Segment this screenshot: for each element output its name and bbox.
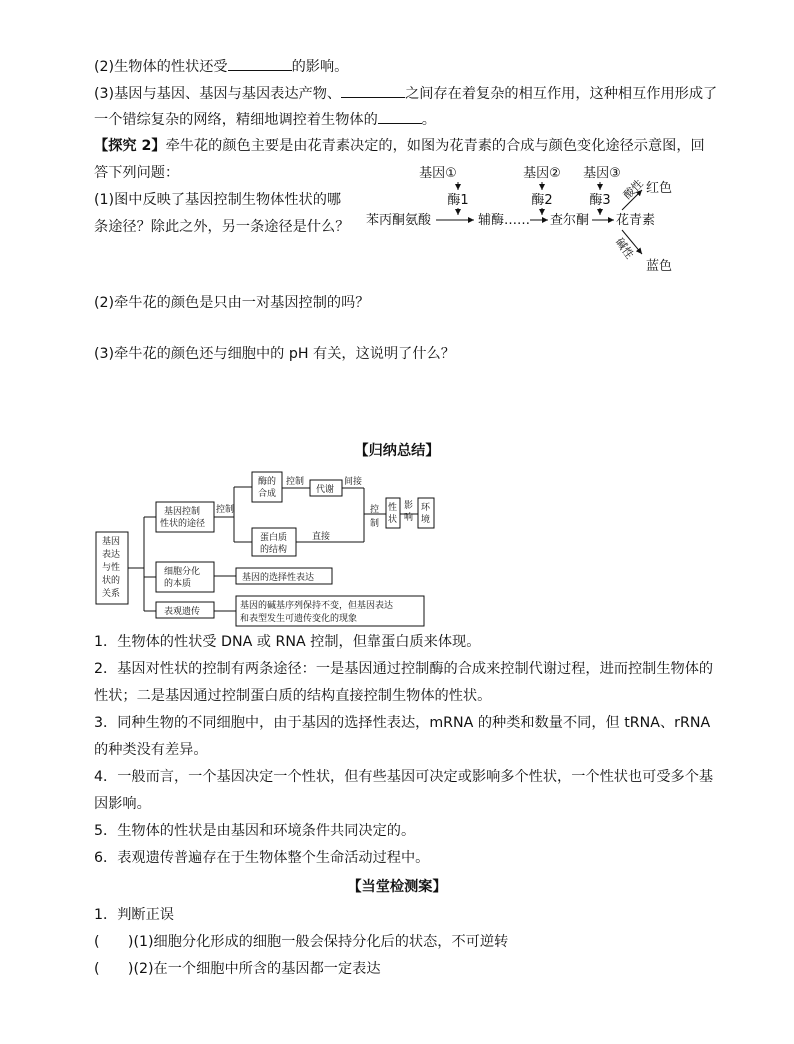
- enzyme1-label: 酶1: [447, 193, 469, 208]
- root-line-5: 关系: [102, 589, 121, 599]
- gene2-label: 基因②: [523, 166, 561, 181]
- test-item-1: ( )(1)细胞分化形成的细胞一般会保持分化后的状态，不可逆转: [94, 934, 509, 950]
- gene3-label: 基因③: [583, 166, 621, 181]
- influence-line2: 响: [404, 513, 414, 523]
- test-question-1: 1．判断正误: [94, 907, 174, 923]
- branch3-label: 表观遗传: [164, 607, 201, 617]
- explore2-intro: 【探究 2】牵牛花的颜色主要是由花青素决定的，如图为花青素的合成与颜色变化途径示意图，回: [94, 138, 705, 154]
- control3-line1: 控: [370, 505, 380, 515]
- answer-blank[interactable]: [378, 109, 422, 124]
- summary-point-2-cont: 性状；二是基因通过控制蛋白质的结构直接控制生物体的性状。: [94, 688, 492, 704]
- answer-blank[interactable]: [228, 56, 292, 71]
- answer-parens[interactable]: ( ): [94, 961, 134, 977]
- summary-point-2: 2．基因对性状的控制有两条途径：一是基因通过控制酶的合成来控制代谢过程，进而控制生物体的: [94, 661, 714, 677]
- env-line2: 境: [421, 515, 431, 525]
- answer-parens[interactable]: ( ): [94, 934, 134, 950]
- control2-label: 控制: [286, 477, 305, 487]
- explore2-q3: (3)牵牛花的颜色还与细胞中的 pH 有关，这说明了什么？: [94, 346, 455, 362]
- root-line-3: 与性: [102, 563, 121, 573]
- explore2-intro2: 答下列问题：: [94, 165, 180, 181]
- indirect-label: 间接: [344, 477, 363, 487]
- control3-line2: 制: [370, 519, 380, 529]
- influence-line1: 影: [404, 501, 414, 511]
- gene1-label: 基因①: [419, 166, 457, 181]
- acidic-label: 酸性: [620, 177, 646, 202]
- protein-line2: 的结构: [260, 545, 288, 555]
- anthocyanin-pathway-diagram: [360, 160, 700, 275]
- summary-point-3: 3．同种生物的不同细胞中，由于基因的选择性表达，mRNA 的种类和数量不同，但 tRNA、rRNA: [94, 715, 711, 731]
- summary-point-6: 6．表观遗传普遍存在于生物体整个生命活动过程中。: [94, 850, 430, 866]
- explore2-tag: 【探究 2】: [94, 138, 166, 154]
- branch2-line2: 的本质: [164, 579, 192, 589]
- enzyme3-label: 酶3: [589, 193, 611, 208]
- summary-concept-map: [94, 462, 444, 632]
- question-2-line: (2)生物体的性状还受 的影响。: [94, 56, 348, 77]
- root-line-1: 基因: [102, 537, 121, 547]
- blue-label: 蓝色: [646, 259, 673, 274]
- anthocyanin-label: 花青素: [616, 213, 656, 228]
- enzyme-line2: 合成: [258, 489, 277, 499]
- branch1-line1: 基因控制: [164, 507, 201, 517]
- enzyme-line1: 酶的: [258, 477, 277, 487]
- env-line1: 环: [421, 503, 431, 513]
- question-3-line: (3)基因与基因、基因与基因表达产物、 之间存在着复杂的相互作用，这种相互作用形成了: [94, 83, 717, 104]
- selective-expression-label: 基因的选择性表达: [242, 573, 315, 583]
- epigenetics-line2: 和表型发生可遗传变化的现象: [240, 614, 358, 624]
- direct-label: 直接: [312, 532, 331, 542]
- explore2-q1-line1: (1)图中反映了基因控制生物体性状的哪: [94, 192, 342, 208]
- branch2-line1: 细胞分化: [164, 567, 201, 577]
- root-line-2: 表达: [102, 550, 121, 560]
- explore2-q1-line2: 条途径？除此之外，另一条途径是什么？: [94, 219, 350, 235]
- trait-line2: 状: [388, 515, 398, 525]
- summary-point-1: 1．生物体的性状受 DNA 或 RNA 控制，但靠蛋白质来体现。: [94, 634, 481, 650]
- control-label: 控制: [216, 505, 235, 515]
- summary-point-5: 5．生物体的性状是由基因和环境条件共同决定的。: [94, 823, 416, 839]
- summary-point-4: 4．一般而言，一个基因决定一个性状，但有些基因可决定或影响多个性状，一个性状也可受多个基: [94, 769, 714, 785]
- basic-label: 碱性: [612, 235, 637, 262]
- trait-line1: 性: [388, 503, 398, 513]
- branch1-line2: 性状的途径: [160, 519, 206, 529]
- epigenetics-line1: 基因的碱基序列保持不变，但基因表达: [240, 601, 394, 611]
- root-line-4: 状的: [102, 576, 121, 586]
- metabolism-label: 代谢: [316, 485, 335, 495]
- red-label: 红色: [646, 181, 673, 196]
- substrate-label: 苯丙酮氨酸: [366, 213, 432, 228]
- enzyme2-label: 酶2: [531, 193, 553, 208]
- summary-point-4-cont: 因影响。: [94, 796, 151, 812]
- test-item-2: ( )(2)在一个细胞中所含的基因都一定表达: [94, 961, 381, 977]
- protein-line1: 蛋白质: [260, 533, 288, 543]
- question-3-line2: 一个错综复杂的网络，精细地调控着生物体的 。: [94, 109, 436, 130]
- answer-blank[interactable]: [341, 83, 405, 98]
- test-title: 【当堂检测案】: [347, 879, 447, 895]
- summary-title: 【归纳总结】: [354, 443, 440, 459]
- chalcone-label: 查尔酮: [550, 213, 590, 228]
- intermediate-label: 辅酶……: [478, 213, 531, 228]
- explore2-q2: (2)牵牛花的颜色是只由一对基因控制的吗？: [94, 295, 370, 311]
- summary-point-3-cont: 的种类没有差异。: [94, 742, 208, 758]
